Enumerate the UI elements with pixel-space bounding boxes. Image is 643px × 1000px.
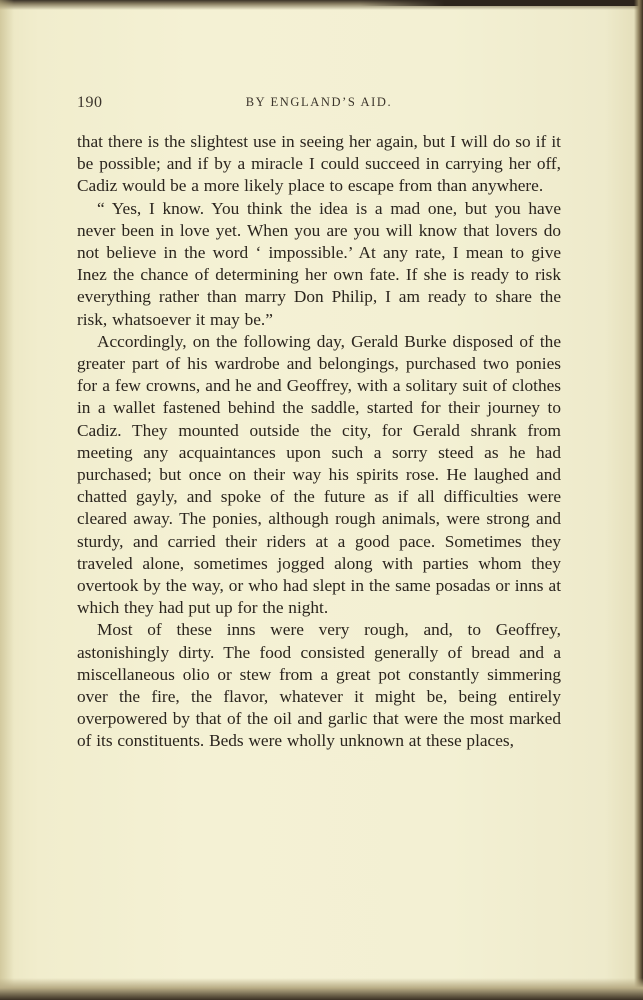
paragraph: Most of these inns were very rough, and, to Geoffrey, astonishingly dirty. The food consisted generally of bread and a miscellaneous olio or stew from a great pot constantly simmering over the fire, the flavor, whatever it might be, being entirely overpowered by that of the oil and garlic that were the most marked of its constituents. Beds were wholly unknown at these places, [77,620,561,751]
page-spine-shadow [0,0,14,1000]
page-number: 190 [77,94,103,111]
page-bottom-edge [0,978,643,1000]
running-head: BY ENGLAND’S AID. [245,95,393,109]
page-header [77,94,561,118]
page-right-edge [634,0,643,1000]
paragraph: Accordingly, on the following day, Gerald Burke disposed of the greater part of his wardrobe and belongings, purchased two ponies for a few crowns, and he and Geoffrey, with a solitary suit of clothes in a wallet fastened behind the saddle, started for their journey to Cadiz. They mounted outside the city, for Gerald shrank from meeting any acquaintances upon such a sorry steed as he had purchased; but once on their way his spirits rose. He laughed and chatted gayly, and spoke of the future as if all difficulties were cleared away. The ponies, although rough animals, were strong and sturdy, and carried their riders at a good pace. Sometimes they traveled alone, sometimes jogged along with parties whom they overtook by the way, or who had slept in the same posadas or inns at which they had put up for the night. [77,331,561,618]
paragraph: “ Yes, I know. You think the idea is a mad one, but you have never been in love yet. When you are you will know that lovers do not believe in the word ‘ impossible.’ At any rate, I mean to give Inez the chance of determining her own fate. If she is ready to risk everything rather than marry Don Philip, I am ready to share the risk, whatsoever it may be.” [77,198,561,329]
paragraph: that there is the slightest use in seeing her again, but I will do so if it be possible; and if by a miracle I could succeed in carrying her off, Cadiz would be a more likely place to escape from than anywhere. [77,132,561,196]
body-text [77,131,561,753]
page-top-shadow [360,0,643,6]
